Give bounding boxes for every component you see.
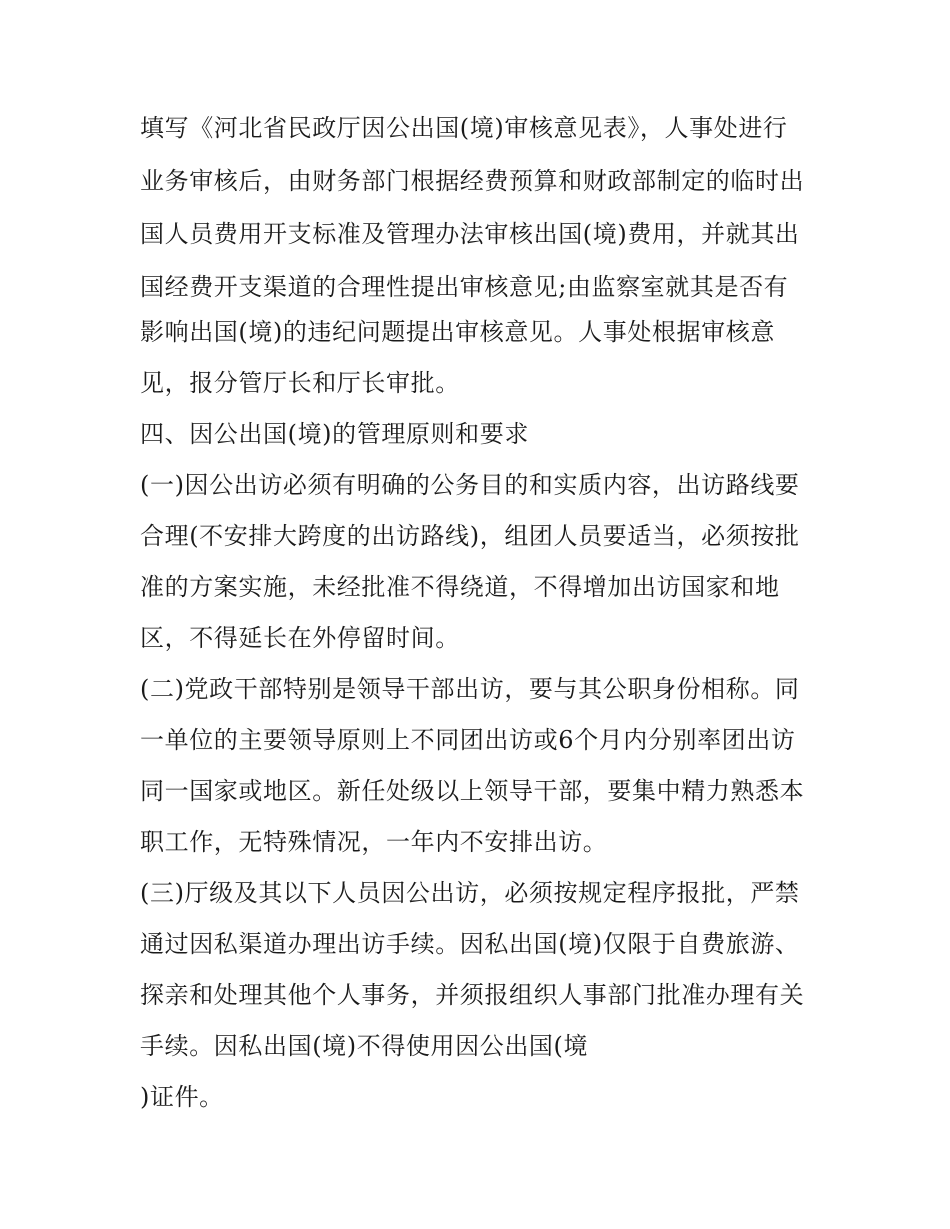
text-line: 区，不得延长在外停留时间。 (140, 624, 460, 652)
text-line: (一)因公出访必须有明确的公务目的和实质内容，出访路线要 (140, 471, 800, 499)
text-line: 一单位的主要领导原则上不同团出访或6个月内分别率团出访 (140, 726, 796, 754)
text-line: 影响出国(境)的违纪问题提出审核意见。人事处根据审核意 (140, 318, 775, 346)
text-line: 通过因私渠道办理出访手续。因私出国(境)仅限于自费旅游、 (140, 930, 800, 958)
text-line: 国人员费用开支标准及管理办法审核出国(境)费用，并就其出 (140, 220, 800, 248)
text-line: (三)厅级及其以下人员因公出访，必须按规定程序报批，严禁 (140, 879, 800, 907)
text-line: 准的方案实施，未经批准不得绕道，不得增加出访国家和地 (140, 573, 780, 601)
text-line: 同一国家或地区。新任处级以上领导干部，要集中精力熟悉本 (140, 777, 805, 805)
text-line: (二)党政干部特别是领导干部出访，要与其公职身份相称。同 (140, 675, 800, 703)
text-line: 探亲和处理其他个人事务，并须报组织人事部门批准办理有关 (140, 981, 805, 1009)
text-line: 国经费开支渠道的合理性提出审核意见;由监察室就其是否有 (140, 273, 789, 301)
text-line: 业务审核后，由财务部门根据经费预算和财政部制定的临时出 (140, 167, 805, 195)
text-line: 填写《河北省民政厅因公出国(境)审核意见表》，人事处进行 (140, 114, 788, 142)
text-line: 见，报分管厅长和厅长审批。 (140, 369, 460, 397)
text-line: 手续。因私出国(境)不得使用因公出国(境 (140, 1032, 589, 1060)
text-line: 职工作，无特殊情况，一年内不安排出访。 (140, 828, 608, 856)
text-line: )证件。 (140, 1083, 224, 1111)
text-line: 合理(不安排大跨度的出访路线)，组团人员要适当，必须按批 (140, 522, 800, 550)
section-heading: 四、因公出国(境)的管理原则和要求 (140, 420, 529, 448)
